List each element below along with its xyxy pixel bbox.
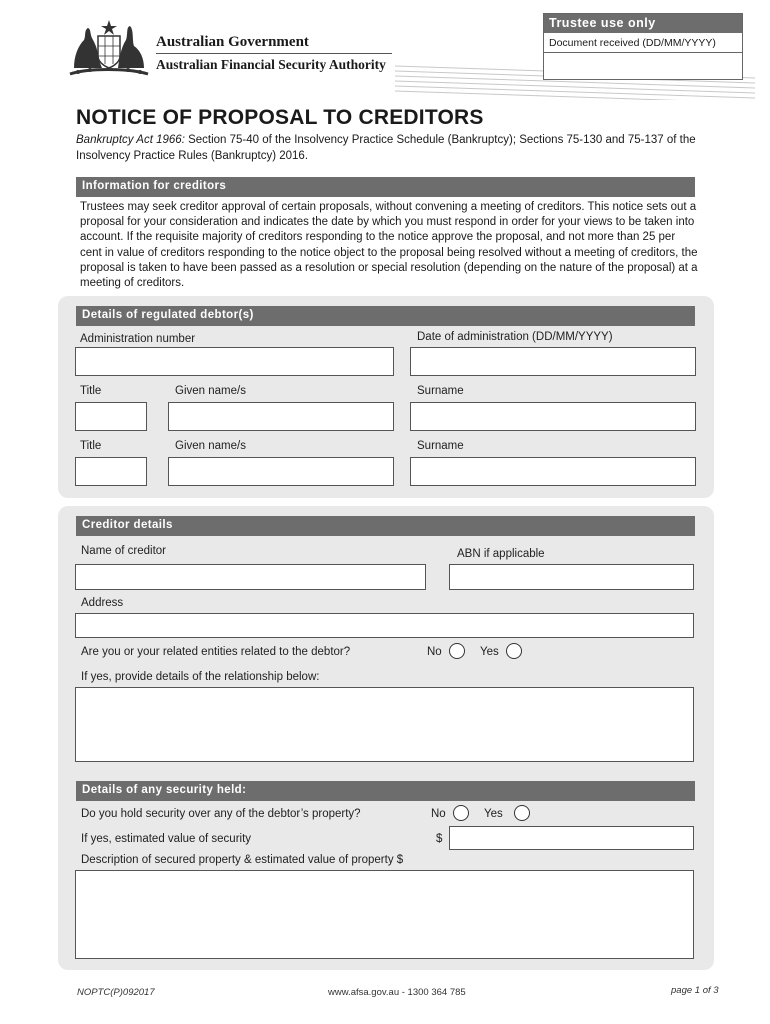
date-of-administration-input[interactable] — [410, 347, 696, 376]
currency-symbol: $ — [436, 833, 443, 845]
given-names-label-2: Given name/s — [175, 440, 246, 452]
related-no-label: No — [427, 646, 442, 658]
security-no-radio[interactable] — [453, 805, 469, 821]
security-question: Do you hold security over any of the debtor’s property? — [81, 808, 361, 820]
abn-label: ABN if applicable — [457, 548, 545, 560]
related-yes-label: Yes — [480, 646, 499, 658]
contact-info: www.afsa.gov.au - 1300 364 785 — [328, 987, 466, 998]
info-text: Trustees may seek creditor approval of certain proposals, without convening a meeting of creditors. This notice sets out a proposal for your consideration and indicates the date by which you must respond in order for your views to be taken into account. If the requisite majority of creditors responding to the notice approve the proposal, and not more than 25 per cent in value of creditors responding to the notice object to the proposal being resolved without a meeting of creditors, the proposal is taken to have been passed as a resolution or special resolution (depending on the nature of the proposal) at a meeting of creditors. — [80, 201, 698, 290]
info-heading: Information for creditors — [76, 177, 695, 197]
government-title: Australian Government — [156, 34, 309, 50]
title-label-2: Title — [80, 440, 102, 452]
debtor-2-given-names-input[interactable] — [168, 457, 394, 486]
trustee-box-heading: Trustee use only — [544, 14, 742, 33]
agency-name: Australian Financial Security Authority — [156, 57, 386, 72]
act-name: Bankruptcy Act 1966: — [76, 134, 185, 146]
debtor-heading: Details of regulated debtor(s) — [76, 306, 695, 326]
abn-input[interactable] — [449, 564, 694, 590]
admin-number-input[interactable] — [75, 347, 394, 376]
debtor-1-given-names-input[interactable] — [168, 402, 394, 431]
surname-label-1: Surname — [417, 385, 464, 397]
form-code: NOPTC(P)092017 — [77, 987, 155, 998]
title-label-1: Title — [80, 385, 102, 397]
creditor-heading: Creditor details — [76, 516, 695, 536]
estimated-value-label: If yes, estimated value of security — [81, 833, 252, 845]
date-admin-label: Date of administration (DD/MM/YYYY) — [417, 331, 613, 343]
page-number: page 1 of 3 — [671, 985, 719, 996]
legislation-reference — [76, 132, 716, 164]
debtor-1-surname-input[interactable] — [410, 402, 696, 431]
creditor-name-input[interactable] — [75, 564, 426, 590]
debtor-2-surname-input[interactable] — [410, 457, 696, 486]
given-names-label-1: Given name/s — [175, 385, 246, 397]
legislation-sections: Section 75-40 of the Insolvency Practice Schedule (Bankruptcy); Sections 75-130 and 75-137 of the Insolvency Practice Rules (Bankruptcy) 2016. — [76, 134, 696, 162]
security-no-label: No — [431, 808, 446, 820]
surname-label-2: Surname — [417, 440, 464, 452]
related-no-radio[interactable] — [449, 643, 465, 659]
document-received-label: Document received (DD/MM/YYYY) — [544, 33, 742, 53]
commonwealth-coat-of-arms-icon — [68, 18, 150, 76]
secured-property-description-textarea[interactable] — [75, 870, 694, 959]
debtor-2-title-input[interactable] — [75, 457, 147, 486]
security-yes-label: Yes — [484, 808, 503, 820]
related-question: Are you or your related entities related to the debtor? — [81, 646, 351, 658]
relationship-label: If yes, provide details of the relationship below: — [81, 671, 320, 683]
secured-property-label: Description of secured property & estimated value of property $ — [81, 854, 404, 866]
estimated-value-input[interactable] — [449, 826, 694, 850]
trustee-use-only-box — [543, 13, 743, 80]
security-heading: Details of any security held: — [76, 781, 695, 801]
related-yes-radio[interactable] — [506, 643, 522, 659]
debtor-1-title-input[interactable] — [75, 402, 147, 431]
address-label: Address — [81, 597, 124, 609]
address-input[interactable] — [75, 613, 694, 638]
header-divider — [156, 53, 392, 54]
creditor-name-label: Name of creditor — [81, 545, 167, 557]
security-yes-radio[interactable] — [514, 805, 530, 821]
admin-number-label: Administration number — [80, 333, 196, 345]
page-title: NOTICE OF PROPOSAL TO CREDITORS — [76, 106, 484, 129]
relationship-details-textarea[interactable] — [75, 687, 694, 762]
